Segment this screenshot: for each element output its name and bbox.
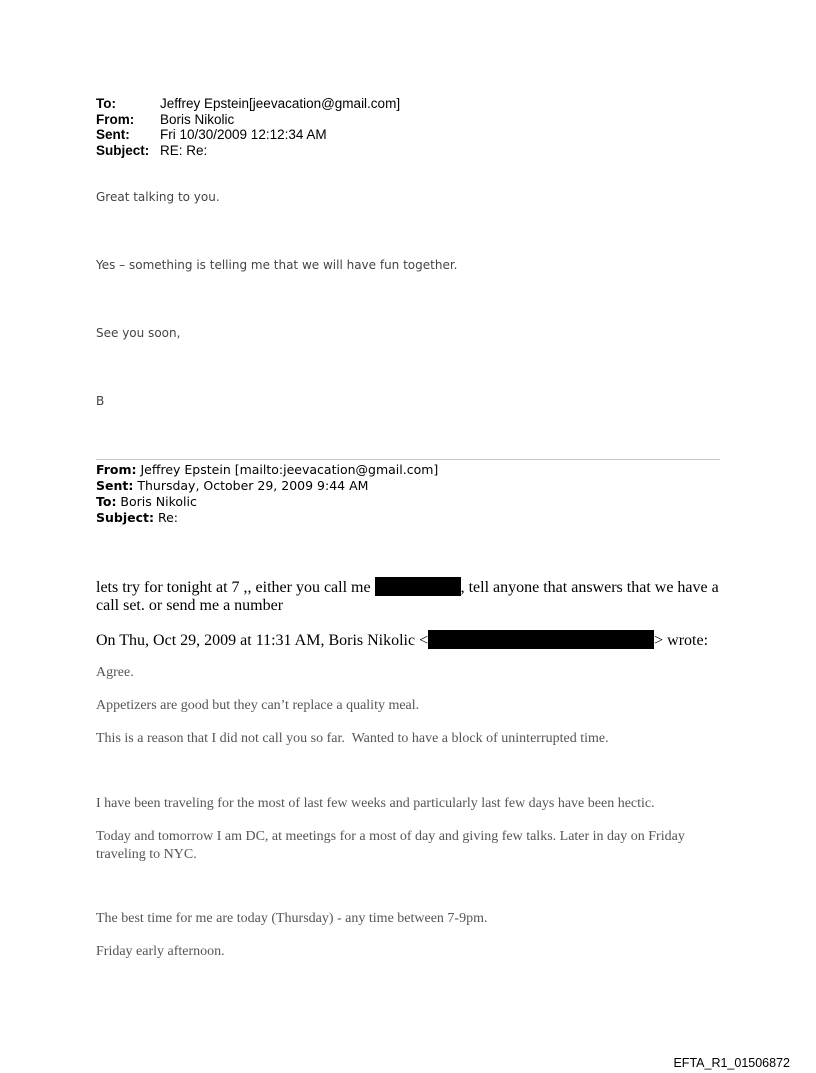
message-line-1-start: lets try for tonight at 7 ,, either you call me — [96, 579, 375, 596]
fwd-subject-row — [96, 510, 438, 526]
quote-attribution-start: On Thu, Oct 29, 2009 at 11:31 AM, Boris Nikolic < — [96, 632, 429, 649]
quoted-line-5a: Today and tomorrow I am DC, at meetings for a most of day and giving few talks. Later in day on Friday — [96, 829, 685, 844]
message-line-2: call set. or send me a number — [96, 597, 284, 614]
fwd-to-row — [96, 494, 438, 510]
quoted-line-5b: traveling to NYC. — [96, 847, 197, 862]
quote-attribution-end: > wrote: — [654, 632, 709, 649]
sent-label: Sent: — [96, 127, 130, 142]
fwd-from-label: From: — [96, 462, 137, 477]
subject-value: RE: Re: — [160, 142, 208, 158]
email-header — [96, 96, 400, 158]
fwd-to-label: To: — [96, 494, 117, 509]
subject-label: Subject: — [96, 142, 150, 158]
quoted-line-4: I have been traveling for the most of last few weeks and particularly last few days have been hectic. — [96, 796, 655, 811]
reply-paragraph-1: Great talking to you. — [96, 190, 220, 204]
from-value: Boris Nikolic — [160, 111, 235, 127]
sent-value: Fri 10/30/2009 12:12:34 AM — [160, 127, 327, 142]
to-label: To: — [96, 96, 116, 111]
quoted-line-7: Friday early afternoon. — [96, 944, 225, 959]
fwd-from-row — [96, 462, 438, 478]
document-id: EFTA_R1_01506872 — [673, 1056, 790, 1070]
quoted-line-1: Agree. — [96, 665, 134, 680]
header-from-row — [96, 112, 400, 128]
fwd-to-value: Boris Nikolic — [116, 494, 197, 509]
redaction-block — [428, 630, 654, 649]
reply-paragraph-2: Yes – something is telling me that we will have fun together. — [96, 258, 458, 272]
redaction-block — [375, 577, 461, 596]
fwd-sent-label: Sent: — [96, 478, 134, 493]
to-value: Jeffrey Epstein[jeevacation@gmail.com] — [160, 96, 401, 111]
fwd-from-value: Jeffrey Epstein [mailto:jeevacation@gmail.com] — [136, 462, 439, 477]
from-label: From: — [96, 111, 135, 127]
forwarded-header — [96, 462, 438, 526]
fwd-sent-row — [96, 478, 438, 494]
message-line-1 — [96, 577, 719, 597]
reply-signature: B — [96, 394, 105, 408]
fwd-sent-value: Thursday, October 29, 2009 9:44 AM — [133, 478, 369, 493]
message-line-1-end: , tell anyone that answers that we have a — [460, 579, 719, 596]
header-sent-row — [96, 127, 400, 143]
quoted-line-6: The best time for me are today (Thursday) - any time between 7-9pm. — [96, 911, 488, 926]
quoted-line-3: This is a reason that I did not call you so far. Wanted to have a block of uninterrupted time. — [96, 731, 609, 746]
reply-paragraph-3: See you soon, — [96, 326, 181, 340]
quoted-line-2: Appetizers are good but they can’t replace a quality meal. — [96, 698, 420, 713]
fwd-subject-label: Subject: — [96, 510, 154, 525]
divider — [96, 459, 720, 460]
fwd-subject-value: Re: — [154, 510, 178, 525]
header-to-row — [96, 96, 400, 112]
quote-attribution — [96, 630, 708, 650]
header-subject-row — [96, 143, 400, 159]
